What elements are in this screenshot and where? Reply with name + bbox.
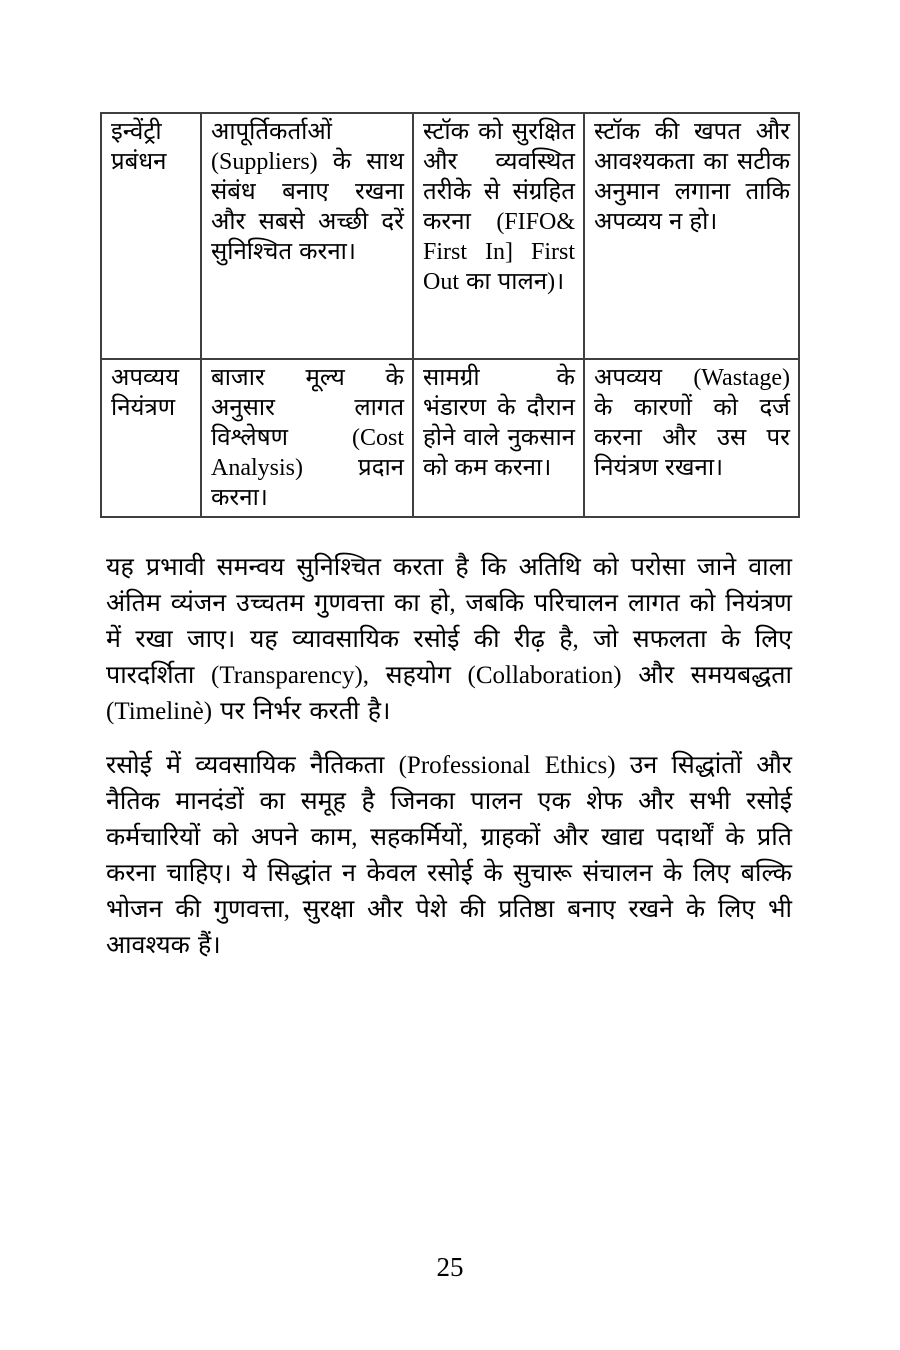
duties-table (100, 112, 800, 518)
table-cell-row2-label: अपव्यय नियंत्रण (101, 359, 201, 517)
table-cell-row2-wastage-record: अपव्यय (Wastage) के कारणों को दर्ज करना और उस पर नियंत्रण रखना। (584, 359, 799, 517)
table-cell-row2-cost-analysis: बाजार मूल्य के अनुसार लागत विश्लेषण (Cost Analysis) प्रदान करना। (201, 359, 413, 517)
page-number: 25 (436, 1252, 464, 1282)
table-cell-row1-stock-storage: स्टॉक को सुरक्षित और व्यवस्थित तरीके से संग्रहित करना (FIFO& First In] First Out का पालन)। (413, 113, 584, 359)
paragraph-professional-ethics: रसोई में व्यवसायिक नैतिकता (Professional Ethics) उन सिद्धांतों और नैतिक मानदंडों का समूह है जिनका पालन एक शेफ और सभी रसोई कर्मचारियों को अपने काम, सहकर्मियों, ग्राहकों और खाद्य पदार्थों के प्रति करना चाहिए। ये सिद्धांत न केवल रसोई के सुचारू संचालन के लिए बल्कि भोजन की गुणवत्ता, सुरक्षा और पेशे की प्रतिष्ठा बनाए रखने के लिए भी आवश्यक हैं। (106, 752, 792, 959)
paragraph-coordination: यह प्रभावी समन्वय सुनिश्चित करता है कि अतिथि को परोसा जाने वाला अंतिम व्यंजन उच्चतम गुणवत्ता का हो, जबकि परिचालन लागत को नियंत्रण में रखा जाए। यह व्यावसायिक रसोई की रीढ़ है, जो सफलता के लिए पारदर्शिता (Transparency), सहयोग (Collaboration) और समयबद्धता (Timelinè) पर निर्भर करती है। (106, 554, 792, 725)
table-cell-row1-suppliers: आपूर्तिकर्ताओं (Suppliers) के साथ संबंध बनाए रखना और सबसे अच्छी दरें सुनिश्चित करना। (201, 113, 413, 359)
table-row (101, 359, 799, 517)
table-cell-row1-label: इन्वेंट्री प्रबंधन (101, 113, 201, 359)
table-row (101, 113, 799, 359)
table-cell-row1-stock-estimate: स्टॉक की खपत और आवश्यकता का सटीक अनुमान लगाना ताकि अपव्यय न हो। (584, 113, 799, 359)
table-cell-row2-loss-reduction: सामग्री के भंडारण के दौरान होने वाले नुकसान को कम करना। (413, 359, 584, 517)
